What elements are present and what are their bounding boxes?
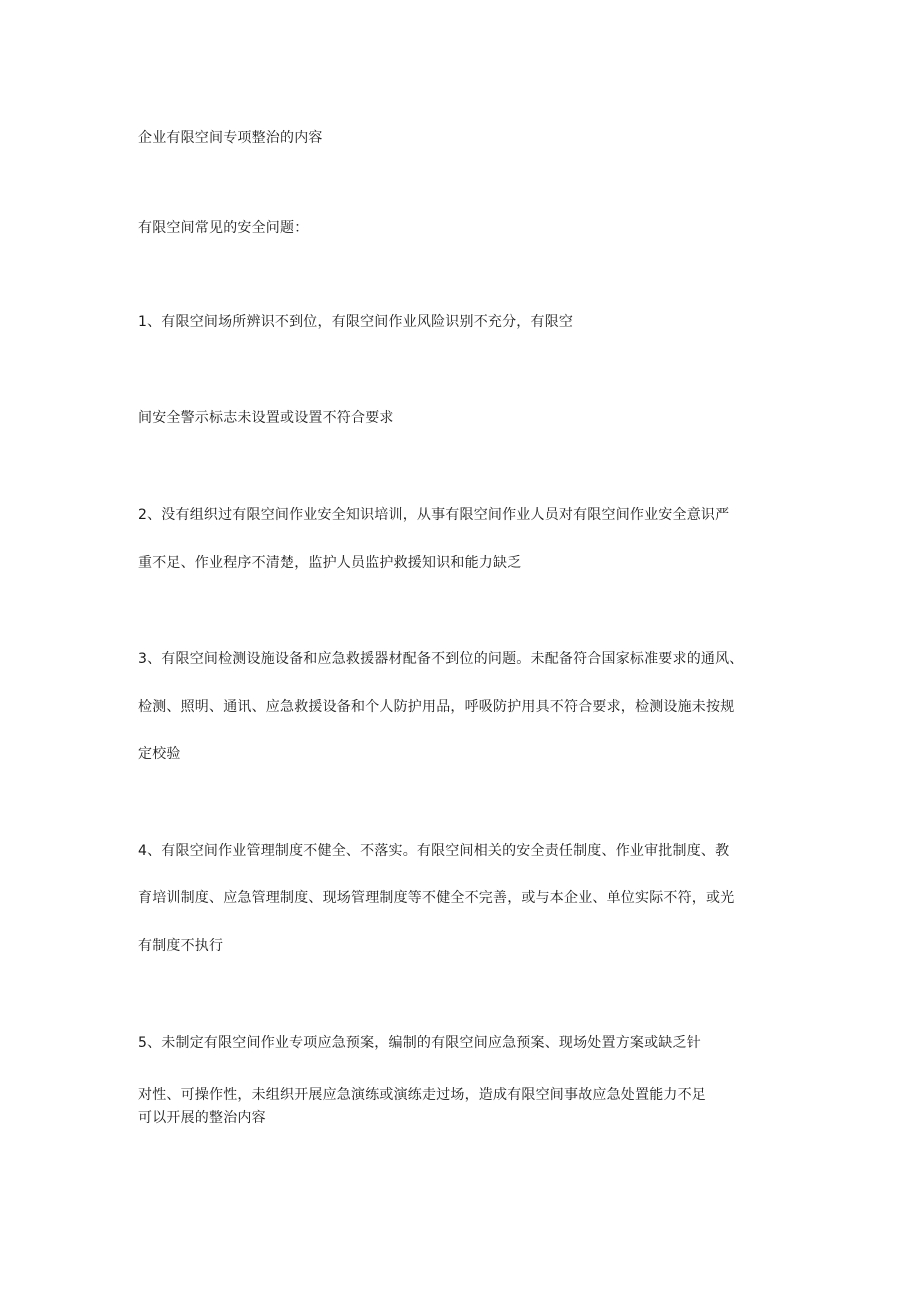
section-heading: 有限空间常见的安全问题： xyxy=(138,220,309,236)
item-5-line-1: 5、未制定有限空间作业专项应急预案，编制的有限空间应急预案、现场处置方案或缺乏针 xyxy=(138,1035,701,1051)
item-4-line-2: 育培训制度、应急管理制度、现场管理制度等不健全不完善，或与本企业、单位实际不符，或光 xyxy=(138,890,735,906)
item-3-line-3: 定校验 xyxy=(138,746,181,762)
item-3-line-1: 3、有限空间检测设施设备和应急救援器材配备不到位的问题。未配备符合国家标准要求的通风、 xyxy=(138,651,744,667)
item-1-line-2: 间安全警示标志未设置或设置不符合要求 xyxy=(138,410,394,426)
item-4-line-3: 有制度不执行 xyxy=(138,938,224,954)
item-3-line-2: 检测、照明、通讯、应急救援设备和个人防护用品，呼吸防护用具不符合要求，检测设施未按规 xyxy=(138,699,735,715)
item-1-line-1: 1、有限空间场所辨识不到位，有限空间作业风险识别不充分，有限空 xyxy=(138,314,574,330)
document-title: 企业有限空间专项整治的内容 xyxy=(138,130,323,146)
item-4-line-1: 4、有限空间作业管理制度不健全、不落实。有限空间相关的安全责任制度、作业审批制度、教 xyxy=(138,843,730,859)
item-5-line-2: 对性、可操作性，未组织开展应急演练或演练走过场，造成有限空间事故应急处置能力不足 xyxy=(138,1087,706,1103)
closing-line: 可以开展的整治内容 xyxy=(138,1110,266,1126)
item-2-line-1: 2、没有组织过有限空间作业安全知识培训，从事有限空间作业人员对有限空间作业安全意识严 xyxy=(138,507,730,523)
item-2-line-2: 重不足、作业程序不清楚，监护人员监护救援知识和能力缺乏 xyxy=(138,555,522,571)
